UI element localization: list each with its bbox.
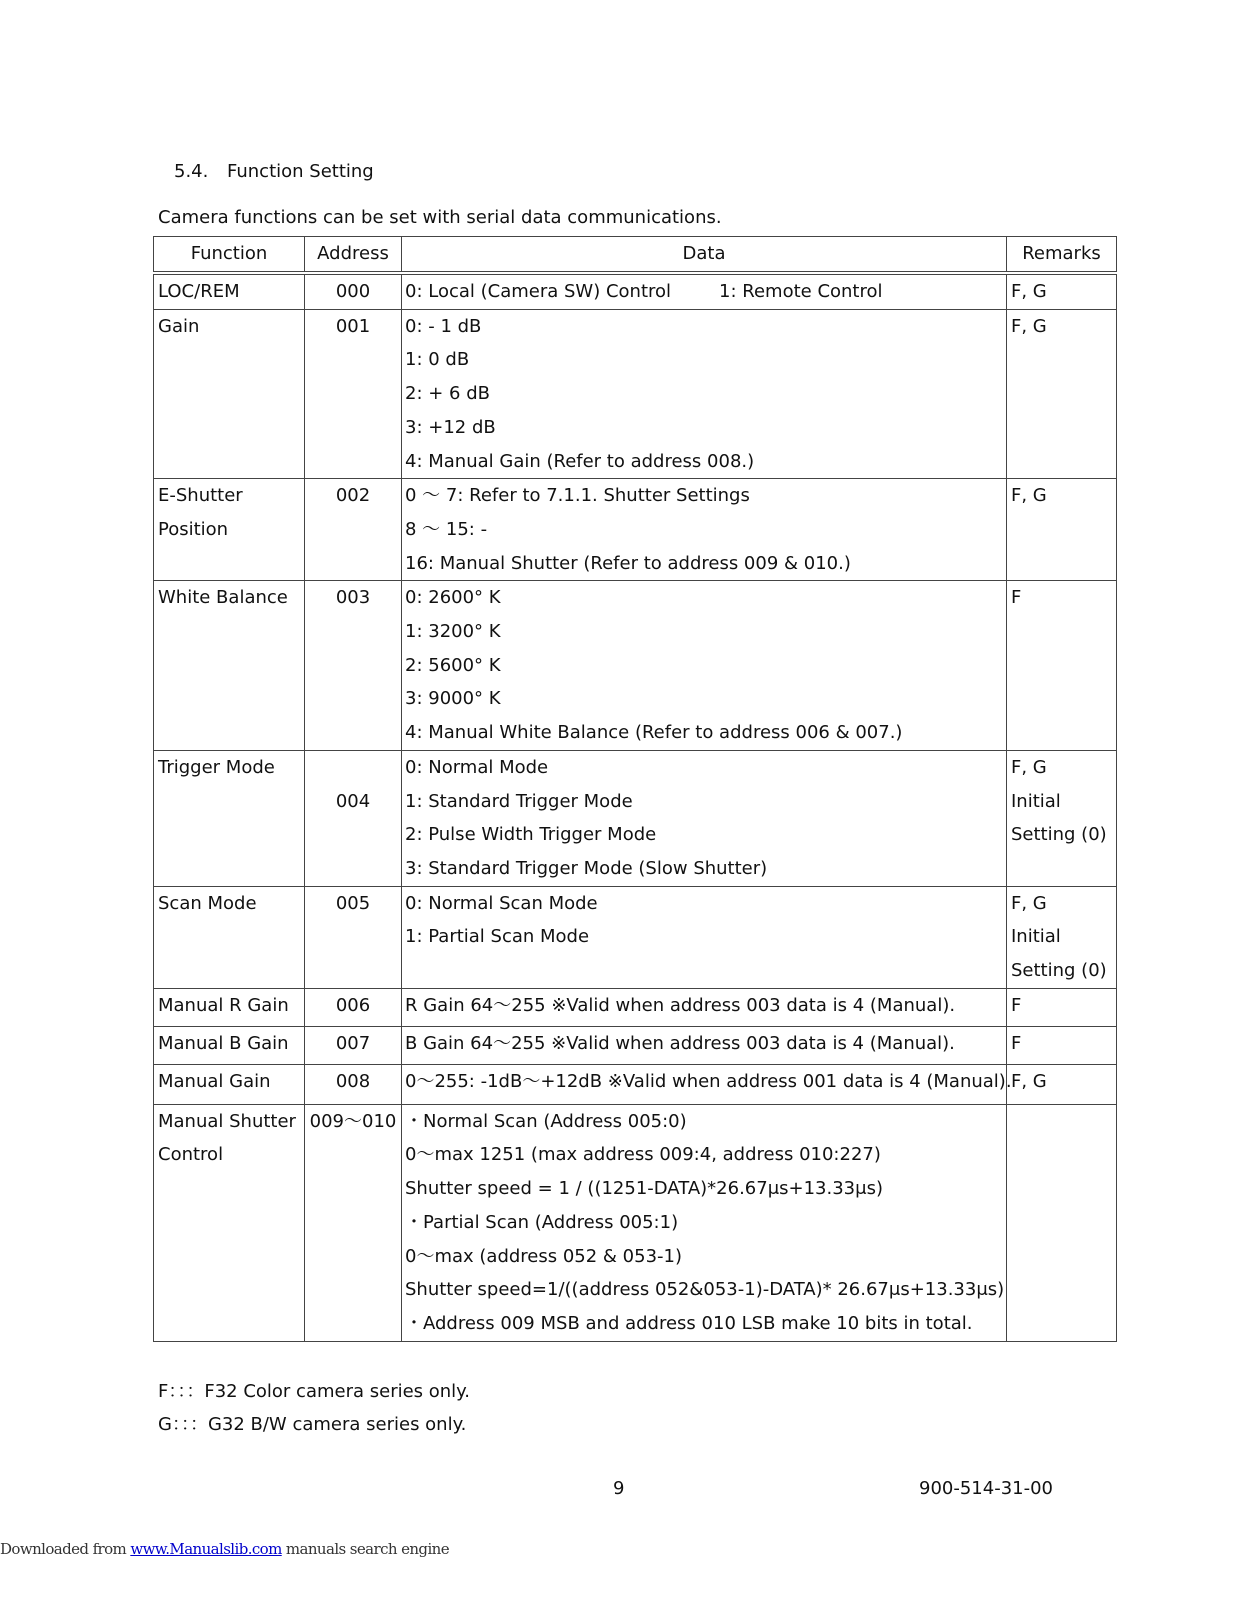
data-line: B Gain 64～255 ※Valid when address 003 data is 4 (Manual). [405, 1032, 955, 1054]
remarks-cell [1007, 581, 1117, 751]
remark-line: F, G [1011, 485, 1047, 507]
function-cell [154, 309, 305, 479]
address-cell [305, 273, 402, 309]
data-cell [402, 479, 1007, 581]
address-cell [305, 1104, 402, 1341]
footnote-g: G：：：G32 B/W camera series only. [158, 1414, 467, 1435]
remark-line: F, G [1011, 281, 1047, 302]
address-value: 008 [335, 1070, 371, 1092]
address-cell [305, 1026, 402, 1064]
data-line: Shutter speed = 1 / ((1251-DATA)*26.67μs+13.33μs) [405, 1178, 883, 1200]
table-row [154, 273, 1117, 309]
data-line [405, 275, 1006, 309]
function-name: Manual Shutter [158, 1110, 296, 1132]
address-cell [305, 581, 402, 751]
address-cell [305, 988, 402, 1026]
data-line: 1: Standard Trigger Mode [405, 790, 633, 812]
banner-suffix: manuals search engine [281, 1540, 449, 1558]
table-row [154, 309, 1117, 479]
remark-line: Setting (0) [1011, 960, 1107, 982]
address-cell [305, 479, 402, 581]
function-name: Manual R Gain [158, 994, 289, 1016]
data-line: 3: +12 dB [405, 416, 496, 438]
data-line: 0～max (address 052 & 053-1) [405, 1245, 683, 1267]
remarks-cell [1007, 1104, 1117, 1341]
function-name: E-Shutter [158, 485, 243, 507]
remarks-cell [1007, 273, 1117, 309]
address-value: 007 [335, 1032, 371, 1054]
banner-prefix: Downloaded from [0, 1540, 131, 1558]
data-cell [402, 750, 1007, 886]
data-line: ・Partial Scan (Address 005:1) [405, 1211, 679, 1233]
source-banner [0, 1540, 449, 1558]
function-name: Gain [158, 315, 200, 337]
function-name: Manual Gain [158, 1070, 271, 1092]
section-number: 5.4. [174, 161, 209, 182]
address-value: 000 [335, 281, 371, 302]
remark-line: F [1011, 1032, 1022, 1054]
function-name: Scan Mode [158, 892, 257, 914]
address-value: 005 [335, 892, 371, 914]
data-line: 0～255: -1dB～+12dB ※Valid when address 001 data is 4 (Manual). [405, 1070, 1012, 1092]
function-cell [154, 273, 305, 309]
data-line: 3: Standard Trigger Mode (Slow Shutter) [405, 857, 768, 879]
remark-line: F, G [1011, 892, 1047, 914]
remarks-cell [1007, 886, 1117, 988]
table-row [154, 1064, 1117, 1104]
data-cell [402, 1064, 1012, 1104]
address-cell [305, 1064, 402, 1104]
function-cell [154, 1104, 305, 1341]
function-name: Trigger Mode [158, 756, 275, 778]
header-function: Function [154, 237, 305, 274]
table-row [154, 581, 1117, 751]
function-cell [154, 988, 305, 1026]
function-name: Position [158, 518, 229, 540]
function-cell [154, 479, 305, 581]
section-heading [174, 161, 374, 182]
remark-line: F, G [1011, 1070, 1047, 1092]
data-line: 2: Pulse Width Trigger Mode [405, 824, 657, 846]
header-data: Data [402, 237, 1007, 274]
address-value: 001 [335, 315, 371, 337]
function-setting-table [153, 236, 1117, 1342]
table-row [154, 886, 1117, 988]
remark-line: Setting (0) [1011, 824, 1107, 846]
remarks-cell [1007, 988, 1117, 1026]
data-line: 0: Normal Mode [405, 756, 549, 778]
address-value: 006 [335, 994, 371, 1016]
remark-line: Initial [1011, 926, 1061, 948]
data-line: 2: 5600° K [405, 654, 501, 676]
address-value: 009～010 [309, 1110, 397, 1132]
table-row [154, 750, 1117, 886]
data-line: 8 ～ 15: - [405, 518, 488, 540]
footnotes [158, 1375, 470, 1441]
function-name: Manual B Gain [158, 1032, 289, 1054]
data-cell [402, 273, 1007, 309]
remark-line: F [1011, 587, 1022, 609]
data-option: 1: Remote Control [719, 281, 883, 302]
table-header-row [154, 237, 1117, 274]
function-name: White Balance [158, 587, 288, 609]
table-row [154, 479, 1117, 581]
remark-line: F, G [1011, 756, 1047, 778]
function-cell [154, 886, 305, 988]
remarks-cell [1007, 309, 1117, 479]
address-cell [305, 309, 402, 479]
data-line: 4: Manual Gain (Refer to address 008.) [405, 450, 755, 472]
document-code: 900-514-31-00 [919, 1478, 1054, 1499]
intro-text: Camera functions can be set with serial data communications. [158, 207, 722, 228]
remark-line: F, G [1011, 315, 1047, 337]
data-cell [402, 988, 1007, 1026]
function-name: Control [158, 1144, 224, 1166]
remark-line: F [1011, 994, 1022, 1016]
function-cell [154, 581, 305, 751]
data-line: 1: 0 dB [405, 349, 470, 371]
function-cell [154, 1064, 305, 1104]
function-cell [154, 750, 305, 886]
table-row [154, 988, 1117, 1026]
data-line: 2: + 6 dB [405, 383, 490, 405]
data-line: 4: Manual White Balance (Refer to address 006 & 007.) [405, 722, 903, 744]
remarks-cell [1007, 1026, 1117, 1064]
table-row [154, 1026, 1117, 1064]
data-line: ・Normal Scan (Address 005:0) [405, 1110, 687, 1132]
remarks-cell [1007, 750, 1117, 886]
page-number: 9 [613, 1478, 625, 1499]
address-value: 002 [335, 485, 371, 507]
data-cell [402, 581, 1007, 751]
address-value: 004 [335, 790, 371, 812]
data-cell [402, 1026, 1007, 1064]
data-line: 0: - 1 dB [405, 315, 482, 337]
data-line: 0 ～ 7: Refer to 7.1.1. Shutter Settings [405, 485, 750, 507]
manualslib-link[interactable]: www.Manualslib.com [130, 1540, 282, 1558]
address-value: 003 [335, 587, 371, 609]
data-line: 0: 2600° K [405, 587, 501, 609]
data-cell [402, 886, 1007, 988]
data-cell [402, 1104, 1007, 1341]
remarks-cell [1007, 1064, 1117, 1104]
address-cell [305, 750, 402, 886]
function-name: LOC/REM [158, 281, 240, 302]
data-line: 0～max 1251 (max address 009:4, address 010:227) [405, 1144, 881, 1166]
table-body [154, 273, 1117, 1341]
data-line: 0: Normal Scan Mode [405, 892, 598, 914]
footnote-f: F：：：F32 Color camera series only. [158, 1381, 470, 1402]
remark-line: Initial [1011, 790, 1061, 812]
data-line: 3: 9000° K [405, 688, 501, 710]
address-cell [305, 886, 402, 988]
data-line: R Gain 64～255 ※Valid when address 003 data is 4 (Manual). [405, 994, 956, 1016]
data-line: 16: Manual Shutter (Refer to address 009 & 010.) [405, 552, 851, 574]
header-address: Address [305, 237, 402, 274]
data-line: 1: Partial Scan Mode [405, 926, 590, 948]
data-line: ・Address 009 MSB and address 010 LSB make 10 bits in total. [405, 1312, 973, 1334]
function-cell [154, 1026, 305, 1064]
data-cell [402, 309, 1007, 479]
header-remarks: Remarks [1007, 237, 1117, 274]
data-line: Shutter speed=1/((address 052&053-1)-DATA)* 26.67μs+13.33μs) [405, 1279, 1005, 1301]
data-line: 1: 3200° K [405, 621, 501, 643]
remarks-cell [1007, 479, 1117, 581]
section-title: Function Setting [227, 161, 374, 182]
table-row [154, 1104, 1117, 1341]
data-option: 0: Local (Camera SW) Control [405, 281, 672, 302]
